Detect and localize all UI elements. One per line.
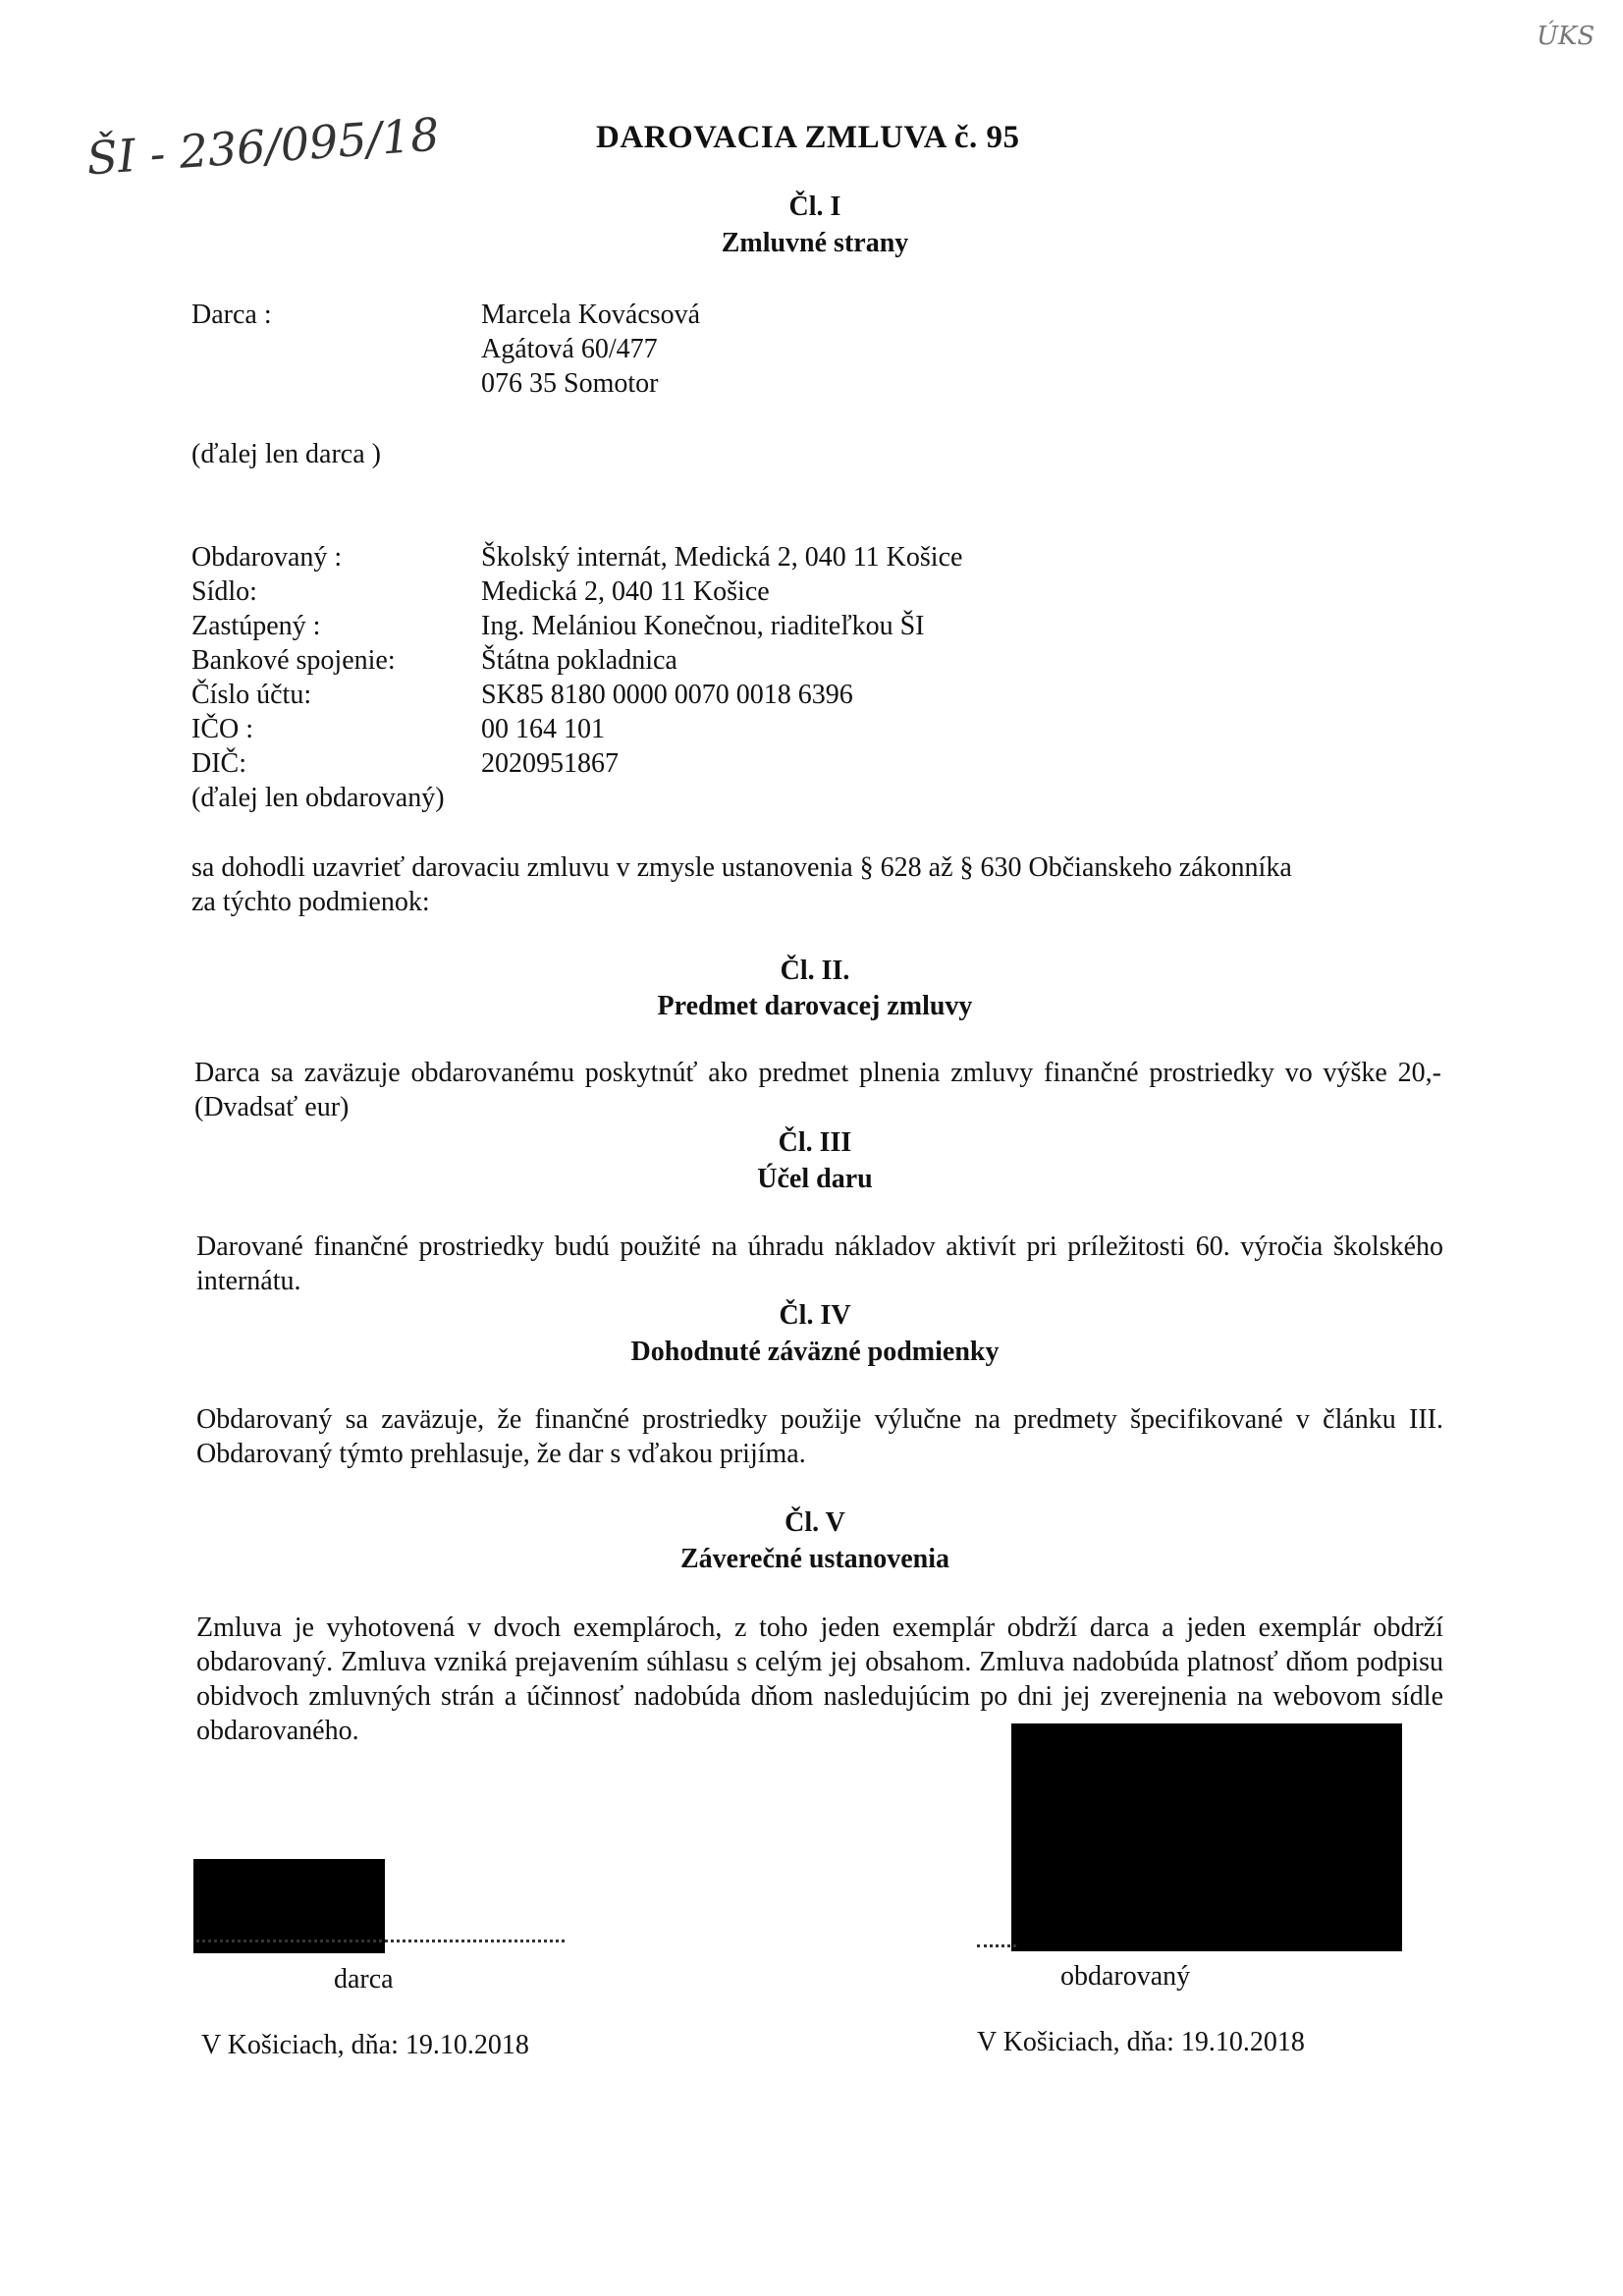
represented-by-label: Zastúpený : bbox=[191, 611, 321, 641]
recipient-place-date: V Košiciach, dňa: 19.10.2018 bbox=[977, 2027, 1305, 2057]
article-4-number: Čl. IV bbox=[779, 1300, 851, 1331]
recipient-signature-line bbox=[977, 1944, 1016, 1947]
dic-value: 2020951867 bbox=[481, 748, 619, 779]
ico-label: IČO : bbox=[191, 714, 253, 744]
donor-street: Agátová 60/477 bbox=[481, 334, 658, 364]
article-3-text: Darované finančné prostriedky budú použité na úhradu nákladov aktivít pri príležitosti 60. výročia školského internátu. bbox=[196, 1231, 1443, 1296]
donor-city: 076 35 Somotor bbox=[481, 368, 659, 399]
account-number-value: SK85 8180 0000 0070 0018 6396 bbox=[481, 680, 853, 710]
article-5-number: Čl. V bbox=[784, 1507, 845, 1538]
intro-line-2: za týchto podmienok: bbox=[191, 887, 430, 917]
intro-line-1: sa dohodli uzavrieť darovaciu zmluvu v zmysle ustanovenia § 628 až § 630 Občianskeho zákonníka bbox=[191, 852, 1292, 883]
donor-place-date: V Košiciach, dňa: 19.10.2018 bbox=[201, 2030, 529, 2060]
ico-value: 00 164 101 bbox=[481, 714, 605, 744]
registration-number: ŠI - 236/095/18 bbox=[84, 107, 442, 186]
recipient-alias: (ďalej len obdarovaný) bbox=[191, 783, 445, 813]
recipient-signature-redaction bbox=[1011, 1723, 1402, 1951]
seat-label: Sídlo: bbox=[191, 576, 257, 607]
donor-label: Darca : bbox=[191, 300, 272, 330]
donor-signature-line bbox=[196, 1940, 565, 1942]
donor-alias: (ďalej len darca ) bbox=[191, 439, 381, 469]
article-2-title: Predmet darovacej zmluvy bbox=[657, 991, 973, 1021]
account-number-label: Číslo účtu: bbox=[191, 680, 312, 710]
article-3-title: Účel daru bbox=[757, 1164, 873, 1194]
corner-mark: ÚKS bbox=[1537, 22, 1596, 51]
dic-label: DIČ: bbox=[191, 748, 246, 779]
donor-name: Marcela Kovácsová bbox=[481, 300, 701, 330]
bank-label: Bankové spojenie: bbox=[191, 645, 396, 676]
article-2-number: Čl. II. bbox=[780, 956, 850, 986]
article-3-number: Čl. III bbox=[778, 1127, 852, 1158]
recipient-value: Školský internát, Medická 2, 040 11 Košice bbox=[481, 542, 963, 573]
article-4-text: Obdarovaný sa zaväzuje, že finančné prostriedky použije výlučne na predmety špecifikované v článku III. Obdarovaný týmto prehlasuje, že dar s vďakou prijíma. bbox=[196, 1404, 1443, 1469]
seat-value: Medická 2, 040 11 Košice bbox=[481, 576, 770, 607]
article-4-title: Dohodnuté záväzné podmienky bbox=[630, 1337, 1000, 1367]
recipient-label: Obdarovaný : bbox=[191, 542, 343, 573]
recipient-signature-label: obdarovaný bbox=[1060, 1961, 1191, 1992]
article-2-text: Darca sa zaväzuje obdarovanému poskytnúť ako predmet plnenia zmluvy finančné prostriedky vo výške 20,- (Dvadsať eur) bbox=[194, 1058, 1441, 1122]
article-1-title: Zmluvné strany bbox=[721, 228, 909, 258]
donor-signature-label: darca bbox=[334, 1964, 394, 1995]
article-1-number: Čl. I bbox=[788, 191, 841, 222]
represented-by-value: Ing. Melániou Konečnou, riaditeľkou ŠI bbox=[481, 611, 925, 641]
article-5-text: Zmluva je vyhotovená v dvoch exemplároch, z toho jeden exemplár obdrží darca a jeden exemplár obdrží obdarovaný. Zmluva vzniká prejavením súhlasu s celým jej obsahom. Zmluva nadobúda platnosť dňom podpisu obidvoch zmluvných strán a účinnosť nadobúda dňom nasledujúcim po dni jej zverejnenia na webovom sídle obdarovaného. bbox=[196, 1613, 1443, 1746]
document-title: DAROVACIA ZMLUVA č. 95 bbox=[596, 120, 1020, 155]
bank-value: Štátna pokladnica bbox=[481, 645, 677, 676]
article-5-title: Záverečné ustanovenia bbox=[679, 1544, 950, 1574]
